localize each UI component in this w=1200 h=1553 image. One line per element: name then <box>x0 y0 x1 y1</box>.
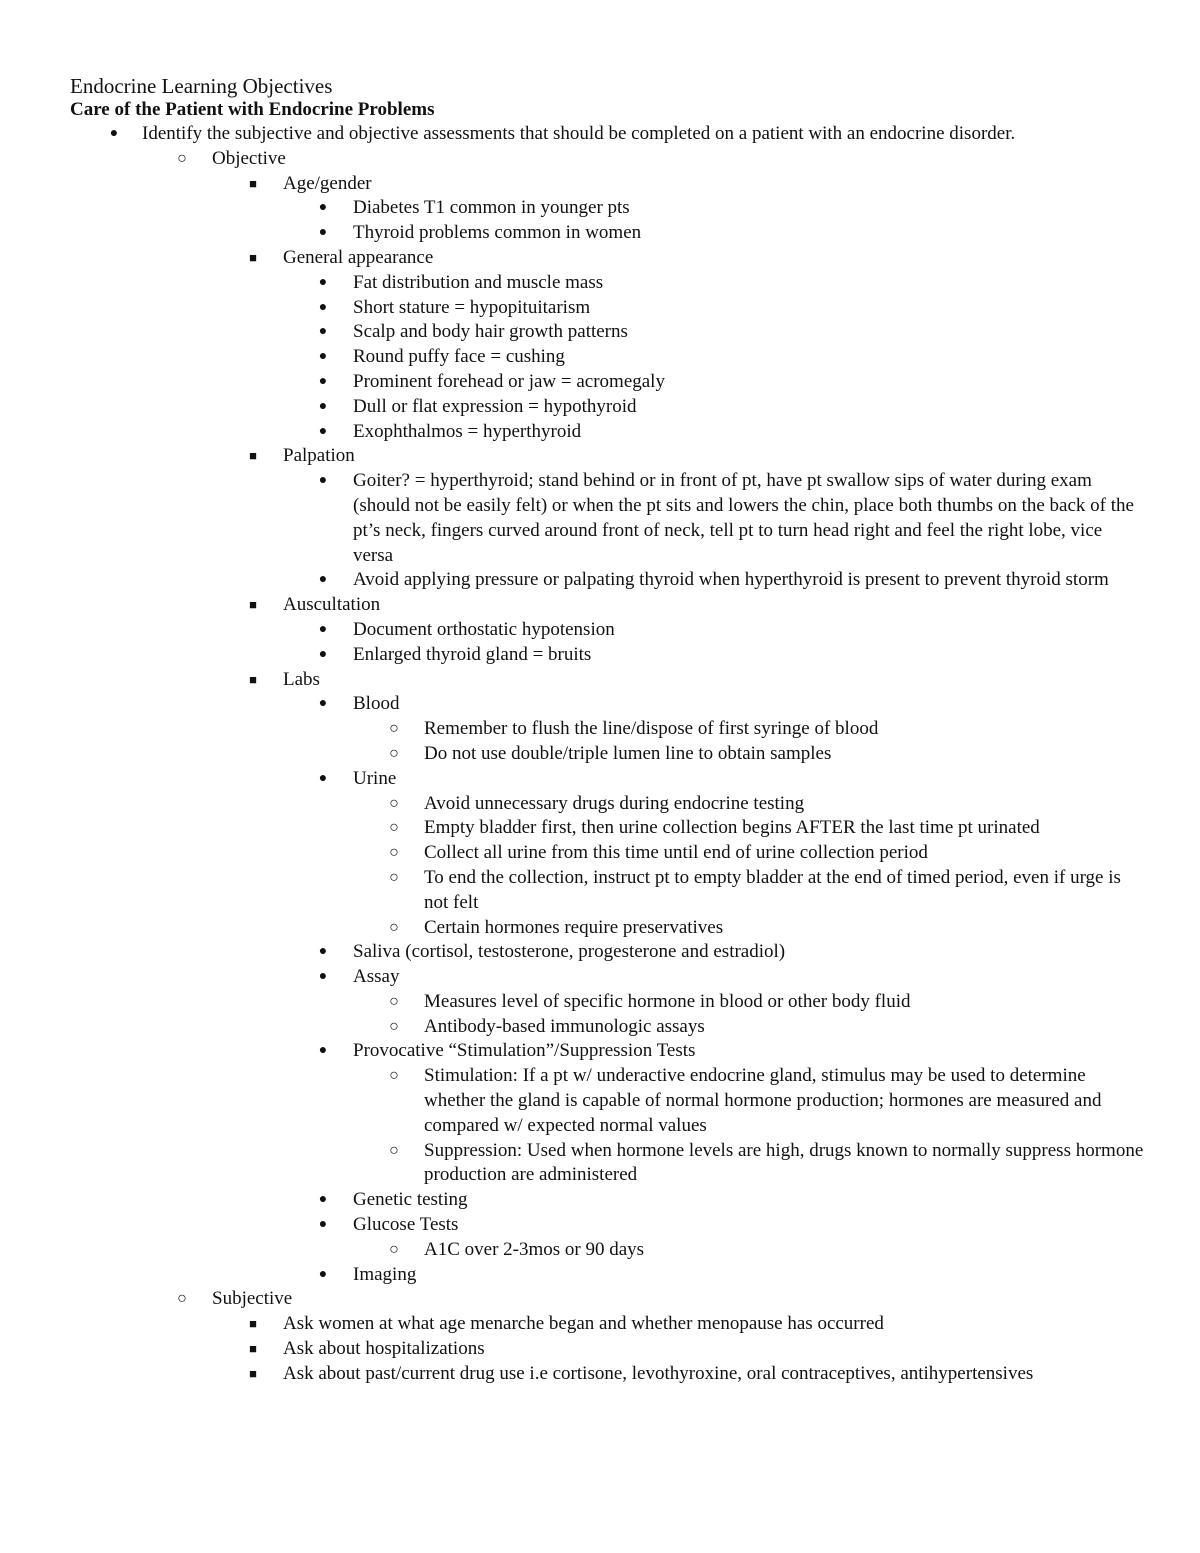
bullet-icon: ● <box>318 423 328 439</box>
outline-item-text: Do not use double/triple lumen line to obtain samples <box>424 742 832 764</box>
outline-item-text: Avoid unnecessary drugs during endocrine testing <box>424 792 805 814</box>
bullet-icon: ● <box>318 646 328 662</box>
bullet-icon: ● <box>318 225 328 241</box>
outline-item-text: Certain hormones require preservatives <box>424 916 724 938</box>
bullet-icon: ○ <box>389 992 399 1010</box>
outline-item-text: To end the collection, instruct pt to empty bladder at the end of timed period, even if urge is not felt <box>424 866 1121 913</box>
bullet-icon: ○ <box>177 149 187 167</box>
outline-item-text: Glucose Tests <box>353 1214 459 1236</box>
outline-item <box>0 172 1200 197</box>
outline-item-text: Stimulation: If a pt w/ underactive endocrine gland, stimulus may be used to determine whether the gland is capable of normal hormone production; hormones are measured and compared w/ expected normal values <box>424 1065 1102 1136</box>
outline-item <box>0 320 1200 345</box>
bullet-icon: ● <box>318 572 328 588</box>
outline-item-text: Ask about past/current drug use i.e cortisone, levothyroxine, oral contraceptives, antihypertensives <box>283 1362 1034 1384</box>
outline-item <box>0 246 1200 271</box>
outline-item-text: Imaging <box>353 1263 417 1285</box>
outline-item-text: Subjective <box>212 1288 293 1310</box>
outline-item <box>0 1064 1200 1138</box>
bullet-icon: ■ <box>249 1365 257 1381</box>
outline-item <box>0 1287 1200 1312</box>
outline-item <box>0 395 1200 420</box>
outline-item-text: General appearance <box>283 246 434 268</box>
outline-item <box>0 1263 1200 1288</box>
outline-item <box>0 1139 1200 1189</box>
bullet-icon: ■ <box>249 175 257 191</box>
outline-item <box>0 593 1200 618</box>
outline-item <box>0 1015 1200 1040</box>
outline-item <box>0 469 1200 568</box>
outline-item-text: Scalp and body hair growth patterns <box>353 321 628 343</box>
outline-item-text: Genetic testing <box>353 1189 468 1211</box>
bullet-icon: ○ <box>389 1067 399 1085</box>
bullet-icon: ○ <box>177 1290 187 1308</box>
bullet-icon: ● <box>318 324 328 340</box>
bullet-icon: ○ <box>389 1141 399 1159</box>
outline-item <box>0 122 1200 147</box>
outline-item-text: Identify the subjective and objective assessments that should be completed on a patient with an endocrine disorder. <box>142 123 1016 144</box>
bullet-icon: ● <box>318 621 328 637</box>
outline-item-text: Collect all urine from this time until end of urine collection period <box>424 842 928 864</box>
bullet-icon: ● <box>318 274 328 290</box>
outline-item-text: Age/gender <box>283 172 372 194</box>
bullet-icon: ● <box>318 944 328 960</box>
bullet-icon: ● <box>318 770 328 786</box>
outline-item <box>0 444 1200 469</box>
outline-item-text: Objective <box>212 147 286 169</box>
outline-item <box>0 1362 1200 1387</box>
outline-item <box>0 643 1200 668</box>
outline-item-text: Blood <box>353 693 400 715</box>
bullet-icon: ● <box>318 299 328 315</box>
outline-item-text: Round puffy face = cushing <box>353 346 565 368</box>
outline-item-text: Short stature = hypopituitarism <box>353 296 591 318</box>
outline-item-text: Diabetes T1 common in younger pts <box>353 197 630 219</box>
outline-item-text: Exophthalmos = hyperthyroid <box>353 420 582 442</box>
bullet-icon: ● <box>318 696 328 712</box>
outline-item-text: A1C over 2-3mos or 90 days <box>424 1238 645 1260</box>
bullet-icon: ○ <box>389 794 399 812</box>
bullet-icon: ○ <box>389 720 399 738</box>
outline-item-text: Ask women at what age menarche began and whether menopause has occurred <box>283 1313 884 1335</box>
bullet-icon: ■ <box>249 597 257 613</box>
section-heading: Care of the Patient with Endocrine Problems <box>70 99 435 120</box>
outline-item <box>0 965 1200 990</box>
outline-item-text: Goiter? = hyperthyroid; stand behind or in front of pt, have pt swallow sips of water during exam (should not be easily felt) or when the pt sits and lowers the chin, place both thumbs on the back of the pt’s neck, fingers curved around front of neck, tell pt to turn head right and feel the right lobe, vice versa <box>353 470 1134 566</box>
outline-item-text: Measures level of specific hormone in blood or other body fluid <box>424 990 911 1012</box>
bullet-icon: ○ <box>389 918 399 936</box>
outline-item <box>0 296 1200 321</box>
outline-item-text: Empty bladder first, then urine collection begins AFTER the last time pt urinated <box>424 817 1040 839</box>
outline-item <box>0 1312 1200 1337</box>
outline-item <box>0 1337 1200 1362</box>
outline-item <box>0 940 1200 965</box>
outline-item <box>0 345 1200 370</box>
outline-item <box>0 866 1200 916</box>
bullet-icon: ■ <box>249 249 257 265</box>
outline-item-text: Enlarged thyroid gland = bruits <box>353 643 592 665</box>
outline-list <box>0 122 1200 1387</box>
outline-item-text: Assay <box>353 966 400 988</box>
outline-item-text: Provocative “Stimulation”/Suppression Tests <box>353 1040 696 1062</box>
outline-item-text: Labs <box>283 668 320 690</box>
outline-item-text: Prominent forehead or jaw = acromegaly <box>353 370 665 392</box>
bullet-icon: ■ <box>249 671 257 687</box>
outline-item <box>0 1213 1200 1238</box>
outline-item <box>0 1039 1200 1064</box>
bullet-icon: ● <box>318 1192 328 1208</box>
outline-item-text: Fat distribution and muscle mass <box>353 271 604 293</box>
bullet-icon: ■ <box>249 1341 257 1357</box>
outline-item <box>0 742 1200 767</box>
outline-item <box>0 271 1200 296</box>
outline-item <box>0 370 1200 395</box>
outline-item-text: Avoid applying pressure or palpating thyroid when hyperthyroid is present to prevent thyroid storm <box>353 569 1109 591</box>
bullet-icon: ○ <box>389 819 399 837</box>
bullet-icon: ● <box>318 200 328 216</box>
outline-item <box>0 420 1200 445</box>
outline-item <box>0 1238 1200 1263</box>
bullet-icon: ○ <box>389 1017 399 1035</box>
outline-item <box>0 221 1200 246</box>
outline-item <box>0 196 1200 221</box>
bullet-icon: ● <box>318 349 328 365</box>
outline-item-text: Antibody-based immunologic assays <box>424 1015 705 1037</box>
outline-item-text: Auscultation <box>283 594 381 616</box>
bullet-icon: ● <box>318 398 328 414</box>
outline-item <box>0 147 1200 172</box>
outline-item-text: Suppression: Used when hormone levels are high, drugs known to normally suppress hormone production are administered <box>424 1139 1144 1186</box>
outline-item <box>0 990 1200 1015</box>
outline-item-text: Thyroid problems common in women <box>353 222 642 244</box>
outline-item <box>0 717 1200 742</box>
outline-item-text: Remember to flush the line/dispose of first syringe of blood <box>424 718 879 740</box>
bullet-icon: ● <box>318 373 328 389</box>
outline-item <box>0 692 1200 717</box>
outline-item-text: Ask about hospitalizations <box>283 1338 485 1360</box>
bullet-icon: ● <box>109 126 119 141</box>
bullet-icon: ■ <box>249 1316 257 1332</box>
outline-item <box>0 792 1200 817</box>
bullet-icon: ● <box>318 473 328 489</box>
bullet-icon: ● <box>318 1043 328 1059</box>
outline-item <box>0 568 1200 593</box>
bullet-icon: ○ <box>389 1240 399 1258</box>
outline-item <box>0 668 1200 693</box>
outline-item <box>0 916 1200 941</box>
outline-item-text: Document orthostatic hypotension <box>353 618 615 640</box>
outline-item-text: Saliva (cortisol, testosterone, progesterone and estradiol) <box>353 941 786 963</box>
bullet-icon: ● <box>318 1217 328 1233</box>
outline-item <box>0 767 1200 792</box>
bullet-icon: ● <box>318 969 328 985</box>
outline-item <box>0 618 1200 643</box>
outline-item-text: Dull or flat expression = hypothyroid <box>353 395 637 417</box>
bullet-icon: ○ <box>389 868 399 886</box>
bullet-icon: ■ <box>249 448 257 464</box>
bullet-icon: ○ <box>389 744 399 762</box>
bullet-icon: ○ <box>389 844 399 862</box>
outline-item <box>0 1188 1200 1213</box>
document-title: Endocrine Learning Objectives <box>70 74 333 98</box>
outline-item-text: Palpation <box>283 445 355 467</box>
outline-item <box>0 841 1200 866</box>
outline-item <box>0 816 1200 841</box>
bullet-icon: ● <box>318 1266 328 1282</box>
outline-item-text: Urine <box>353 767 397 789</box>
